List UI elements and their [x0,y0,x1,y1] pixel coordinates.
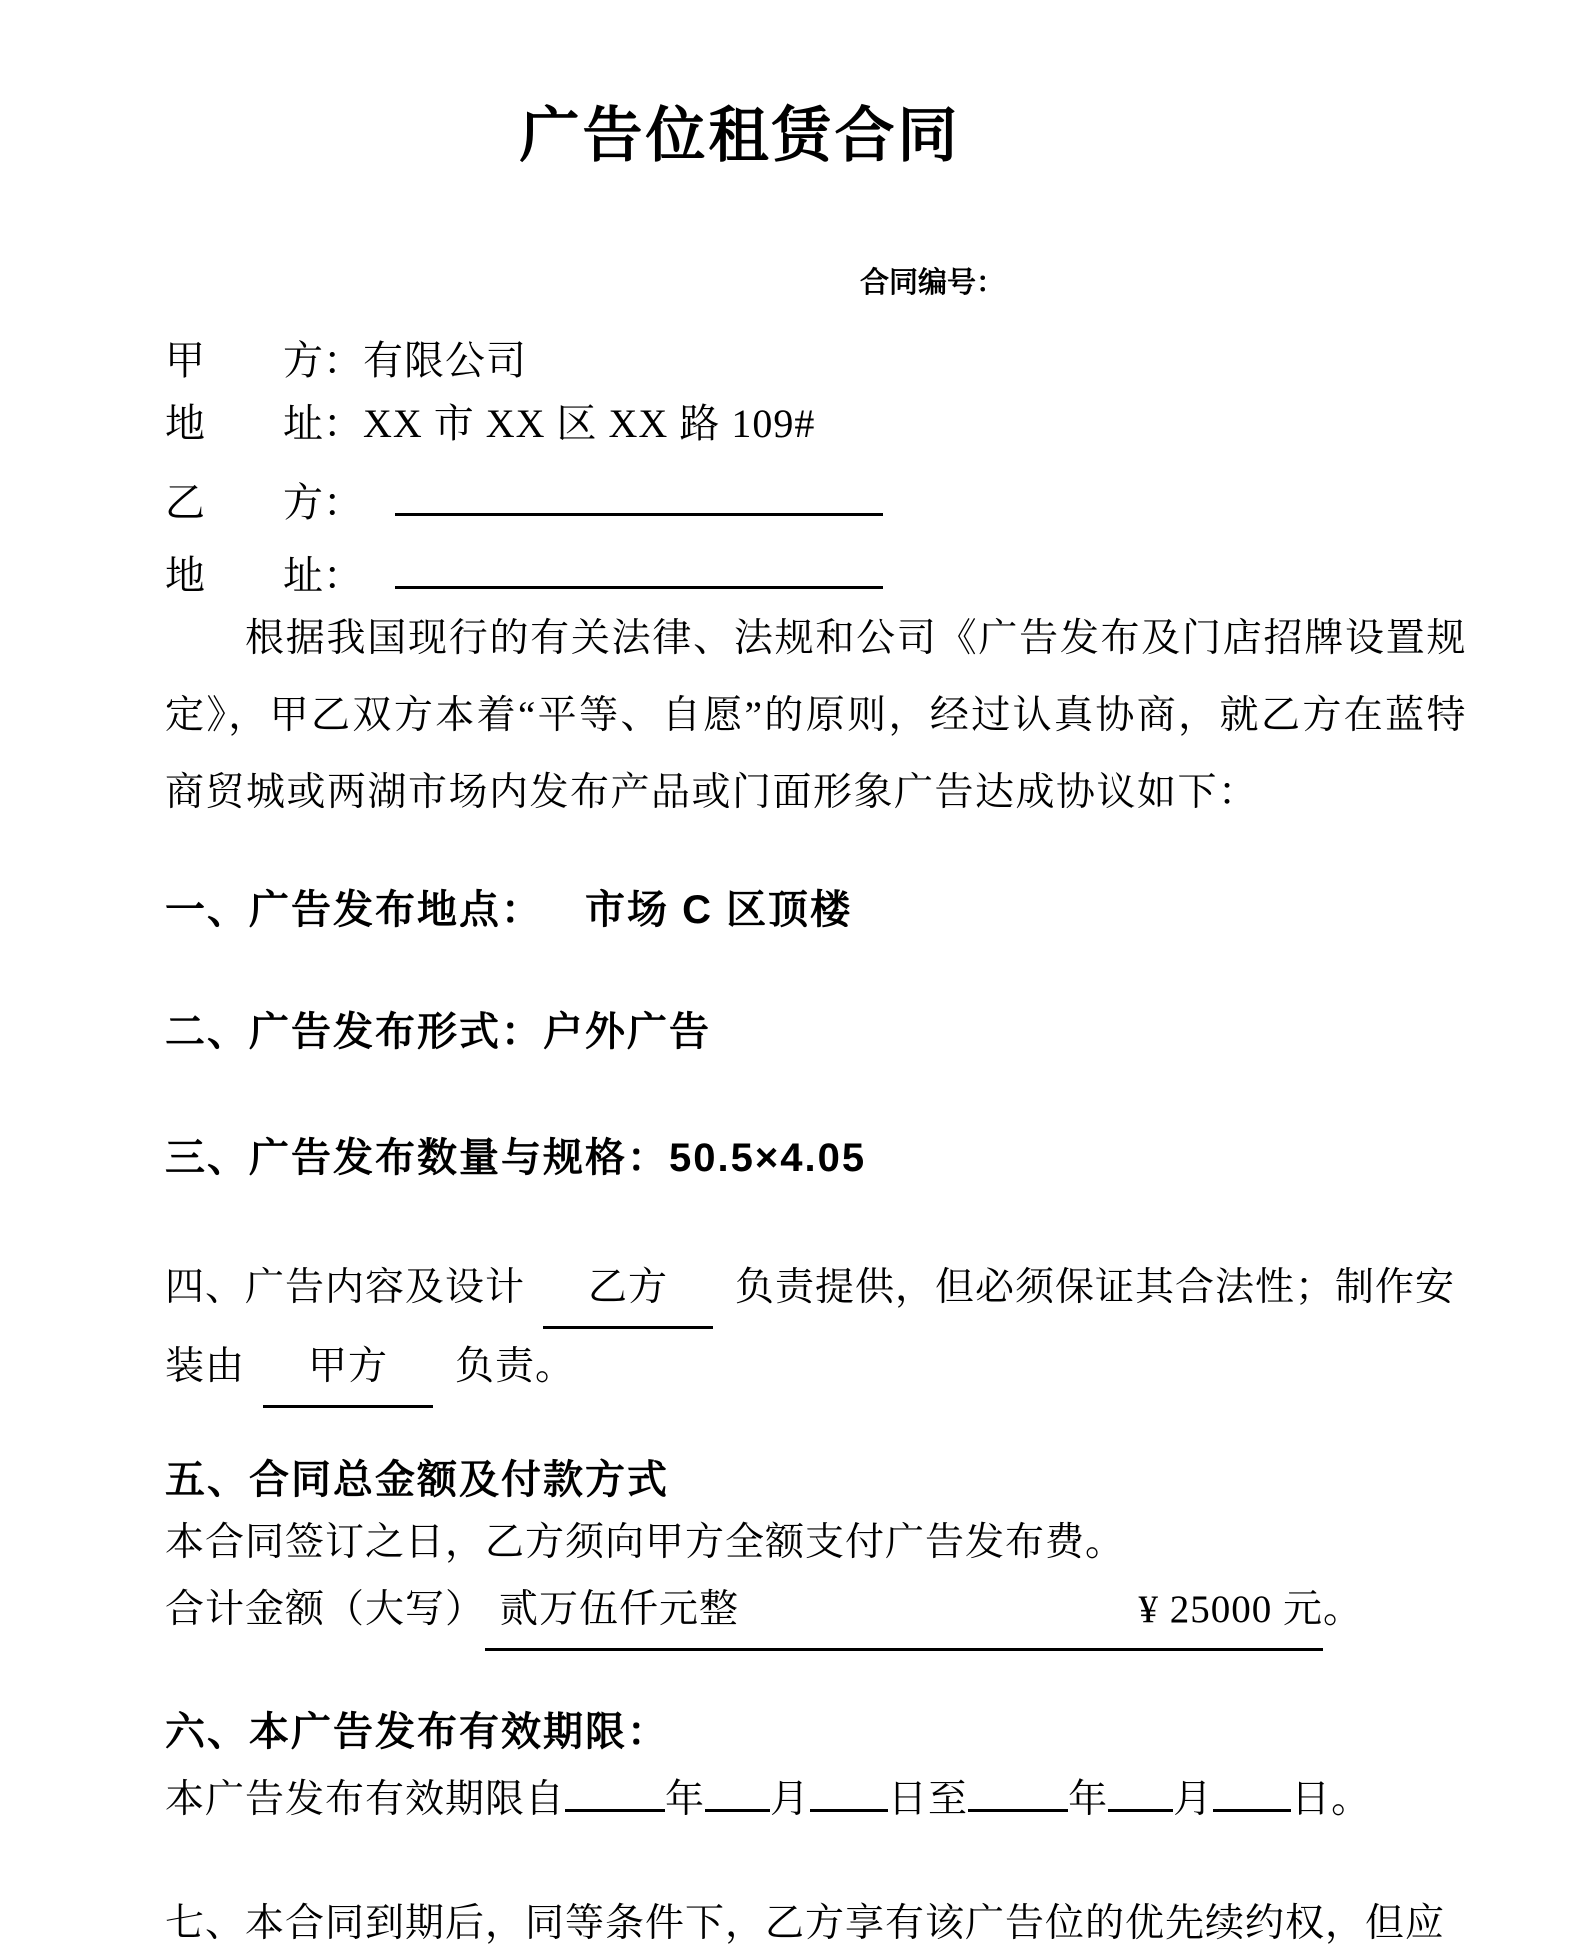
party-a-address-label-2: 址： [283,401,363,446]
clause-6-heading: 六、本广告发布有效期限： [165,1710,669,1754]
clause-4-line2-pre: 装由 [165,1345,246,1388]
clause-1-heading [165,878,852,935]
clause-5-heading: 五、合同总金额及付款方式 [165,1458,669,1502]
clause-3-value: 50.5×4.05 [669,1136,867,1180]
party-b-address-blank-line [395,544,883,589]
clause-4-text [165,1250,1477,1408]
clause-7-text: 七、本合同到期后，同等条件下，乙方享有该广告位的优先续约权，但应 [165,1902,1446,1945]
party-a-row [165,338,527,384]
party-b-address-label-1: 地 [165,553,205,598]
party-b-label-2: 方： [283,480,363,525]
end-day-label: 日。 [1291,1778,1372,1821]
clause-4-blank-party-b: 乙方 [543,1250,713,1329]
party-a-value: 有限公司 [363,338,527,383]
clause-5-payment-line: 本合同签订之日，乙方须向甲方全额支付广告发布费。 [165,1521,1126,1564]
clause-4-line1-pre: 四、广告内容及设计 [165,1266,526,1309]
clause-1-value: 市场 C 区顶楼 [585,888,853,932]
party-b-address-row [165,544,883,599]
date-line-pre: 本广告发布有效期限自 [165,1778,566,1821]
clause-1-label: 一、广告发布地点： [165,888,543,932]
clause-3-label: 三、广告发布数量与规格： [165,1136,669,1180]
start-year-label: 年 [665,1778,706,1821]
clause-5-amount-line [165,1572,1477,1651]
start-month-blank [705,1767,770,1812]
end-year-blank [968,1767,1068,1812]
amount-underline [485,1572,1323,1651]
amount-in-figures: ¥ 25000 元 [1138,1588,1324,1631]
end-year-label: 年 [1068,1778,1109,1821]
party-a-address-label-1: 地 [165,401,205,446]
party-a-label-2: 方： [283,338,363,383]
clause-2-value: 户外广告 [543,1010,711,1054]
clause-6-date-line [165,1762,1477,1838]
clause-2-heading [165,1000,711,1057]
party-b-label-1: 乙 [165,480,205,525]
clause-3-heading [165,1126,866,1183]
clause-2-label: 二、广告发布形式： [165,1010,543,1054]
start-day-label: 日至 [888,1778,969,1821]
end-month-label: 月 [1173,1778,1214,1821]
amount-in-words: 贰万伍仟元整 [499,1588,740,1631]
clause-4-line1-post: 负责提供，但必须保证其合法性；制作安 [735,1266,1456,1309]
party-b-address-label-2: 址： [283,553,363,598]
preamble-paragraph: 根据我国现行的有关法律、法规和公司《广告发布及门店招牌设置规定》，甲乙双方本着“平等、自愿”的原则，经过认真协商，就乙方在蓝特商贸城或两湖市场内发布产品或门面形象广告达成协议如下： [165,617,1467,814]
party-a-address-row [165,401,815,447]
document-title: 广告位租赁合同 [519,102,961,169]
party-b-row [165,471,883,526]
party-b-blank-line [395,471,883,516]
amount-caps-label: 合计金额（大写） [165,1588,486,1631]
start-year-blank [565,1767,665,1812]
start-month-label: 月 [770,1778,811,1821]
amount-line-period: 。 [1323,1588,1364,1631]
party-a-address-value: XX 市 XX 区 XX 路 109# [363,401,816,446]
contract-number-label: 合同编号： [860,267,1006,299]
clause-4-blank-party-a: 甲方 [263,1329,433,1408]
clause-4-line2-post: 负责。 [455,1345,576,1388]
party-a-label-1: 甲 [165,338,205,383]
end-month-blank [1108,1767,1173,1812]
end-day-blank [1213,1767,1291,1812]
start-day-blank [810,1767,888,1812]
